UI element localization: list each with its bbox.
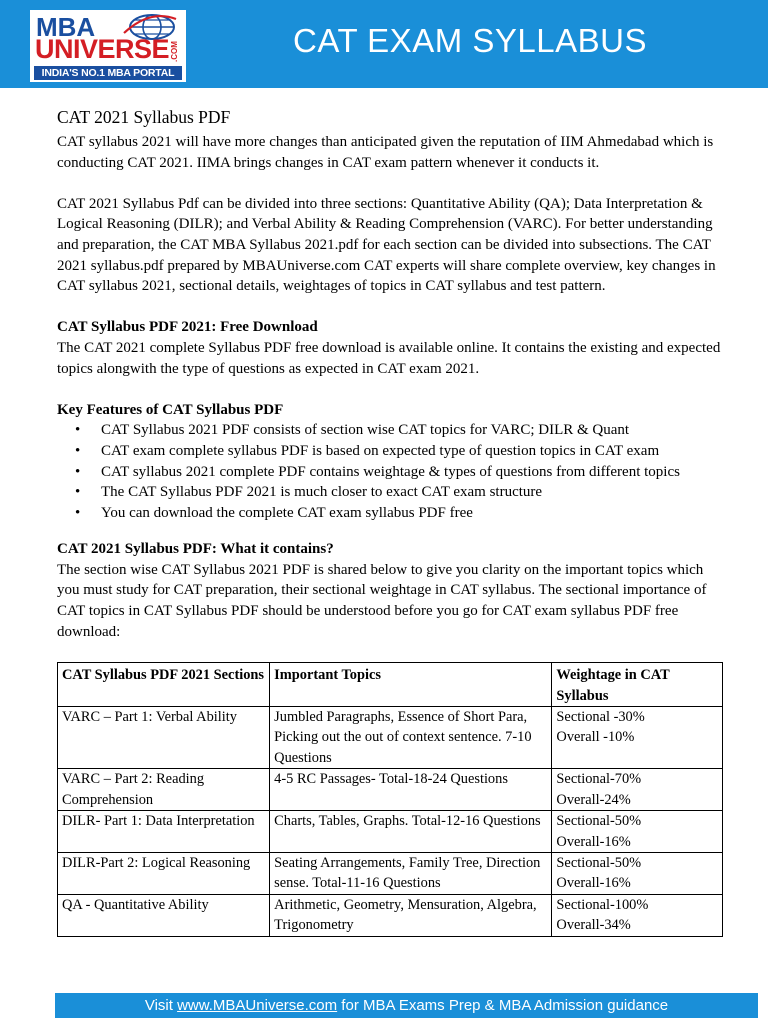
row-section: QA - Quantitative Ability [58, 894, 270, 936]
contains-paragraph: The section wise CAT Syllabus 2021 PDF is shared below to give you clarity on the important topics which you must study for CAT preparation, their sectional weightage in CAT syllabus. The sectional importance of CAT topics in CAT Syllabus PDF should be understood before you go for CAT exam syllabus PDF free download: [57, 561, 707, 640]
page-banner-title: CAT EXAM SYLLABUS [293, 22, 647, 59]
overall-weight: Overall-24% [556, 791, 631, 808]
sectional-weight: Sectional -30% [556, 709, 645, 726]
row-section: VARC – Part 1: Verbal Ability [58, 707, 270, 769]
sectional-weight: Sectional-100% [556, 896, 649, 913]
row-weightage [552, 769, 723, 811]
contains-heading: CAT 2021 Syllabus PDF: What it contains? [57, 541, 334, 558]
table-header-weightage: Weightage in CAT Syllabus [552, 663, 723, 707]
row-weightage [552, 707, 723, 769]
download-paragraph: The CAT 2021 complete Syllabus PDF free download is available online. It contains the existing and expected topics alongwith the type of questions as expected in CAT exam 2021. [57, 339, 721, 377]
row-topics: Seating Arrangements, Family Tree, Direction sense. Total-11-16 Questions [270, 852, 552, 894]
sectional-weight: Sectional-50% [556, 813, 642, 830]
overall-weight: Overall-16% [556, 833, 631, 850]
row-section: VARC – Part 2: Reading Comprehension [58, 769, 270, 811]
syllabus-table [57, 662, 723, 936]
features-list [57, 420, 727, 523]
features-heading: Key Features of CAT Syllabus PDF [57, 401, 284, 418]
table-row [58, 769, 723, 811]
footer-website-link[interactable]: www.MBAUniverse.com [177, 997, 338, 1014]
overall-weight: Overall -10% [556, 729, 635, 746]
download-heading: CAT Syllabus PDF 2021: Free Download [57, 319, 318, 336]
feature-item: • CAT syllabus 2021 complete PDF contains weightage & types of questions from different topics [101, 462, 727, 483]
overall-weight: Overall-16% [556, 875, 631, 892]
document-body [57, 106, 727, 937]
table-header-topics: Important Topics [270, 663, 552, 707]
sectional-weight: Sectional-70% [556, 771, 642, 788]
table-row [58, 707, 723, 769]
feature-item: • The CAT Syllabus PDF 2021 is much closer to exact CAT exam structure [101, 482, 727, 503]
table-row [58, 811, 723, 853]
footer-suffix: for MBA Exams Prep & MBA Admission guidance [337, 997, 669, 1014]
row-topics: 4-5 RC Passages- Total-18-24 Questions [270, 769, 552, 811]
page-footer [55, 993, 758, 1018]
feature-item: • CAT Syllabus 2021 PDF consists of section wise CAT topics for VARC; DILR & Quant [101, 420, 727, 441]
row-section: DILR- Part 1: Data Interpretation [58, 811, 270, 853]
feature-item: • You can download the complete CAT exam syllabus PDF free [101, 503, 727, 524]
table-row [58, 852, 723, 894]
table-row [58, 894, 723, 936]
footer-prefix: Visit [144, 997, 178, 1014]
logo-universe-text: UNIVERSE [35, 34, 170, 64]
row-topics: Arithmetic, Geometry, Mensuration, Algebra, Trigonometry [270, 894, 552, 936]
logo-com-text: .COM [170, 41, 179, 62]
row-weightage [552, 811, 723, 853]
document-title: CAT 2021 Syllabus PDF [57, 107, 231, 127]
feature-item: • CAT exam complete syllabus PDF is based on expected type of question topics in CAT exam [101, 441, 727, 462]
mbauniverse-logo[interactable] [30, 10, 186, 82]
row-weightage [552, 852, 723, 894]
row-weightage [552, 894, 723, 936]
table-header-row [58, 663, 723, 707]
row-section: DILR-Part 2: Logical Reasoning [58, 852, 270, 894]
row-topics: Charts, Tables, Graphs. Total-12-16 Questions [270, 811, 552, 853]
table-header-sections: CAT Syllabus PDF 2021 Sections [58, 663, 270, 707]
sections-paragraph: CAT 2021 Syllabus Pdf can be divided into three sections: Quantitative Ability (QA); Data Interpretation & Logical Reasoning (DILR); and Verbal Ability & Reading Comprehension (VARC). For better understanding and preparation, the CAT MBA Syllabus 2021.pdf for each section can be divided into subsections. The CAT 2021 syllabus.pdf prepared by MBAUniverse.com CAT experts will share complete overview, key changes in CAT syllabus 2021, sectional details, weightages of topics in CAT syllabus and test pattern. [57, 195, 716, 295]
overall-weight: Overall-34% [556, 917, 631, 934]
intro-paragraph: CAT syllabus 2021 will have more changes than anticipated given the reputation of IIM Ahmedabad which is conducting CAT 2021. IIMA brings changes in CAT exam pattern whenever it conducts it. [57, 134, 714, 171]
logo-tagline: INDIA'S NO.1 MBA PORTAL [34, 66, 182, 80]
logo-mba-text: MBA [36, 12, 96, 42]
row-topics: Jumbled Paragraphs, Essence of Short Para, Picking out the out of context sentence. 7-10 Questions [270, 707, 552, 769]
page-header [0, 0, 768, 88]
sectional-weight: Sectional-50% [556, 854, 642, 871]
